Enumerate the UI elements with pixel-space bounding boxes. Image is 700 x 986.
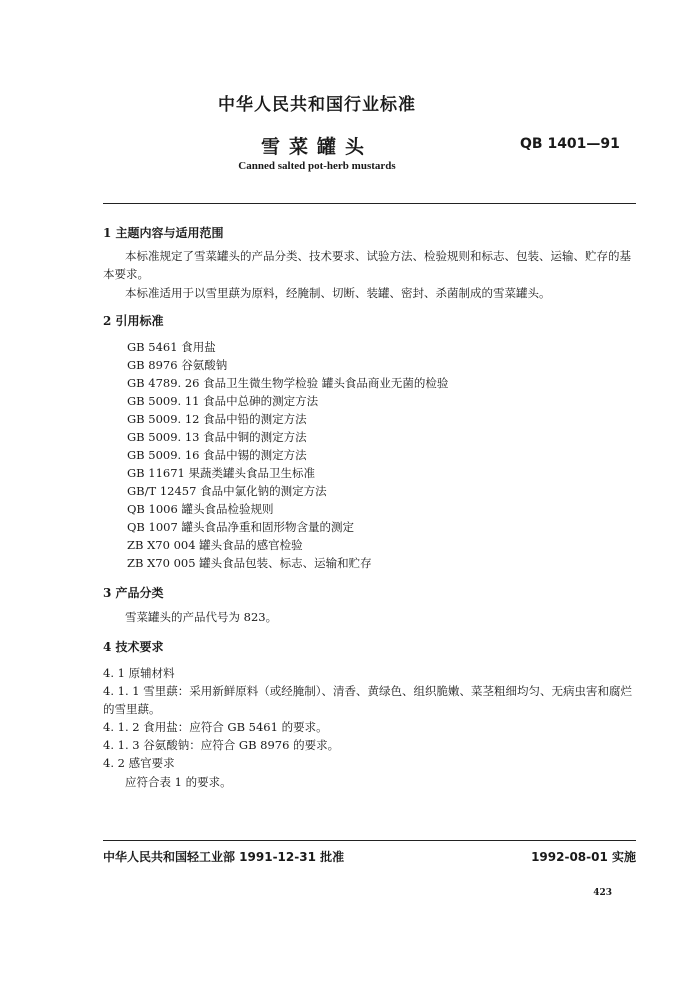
reference-item: GB 11671 果蔬类罐头食品卫生标准 <box>127 466 316 480</box>
reference-item: GB 5009. 11 食品中总砷的测定方法 <box>127 394 319 408</box>
reference-item: GB 8976 谷氨酸钠 <box>127 358 228 372</box>
clause-4-2: 4. 2 感官要求 <box>103 756 175 770</box>
reference-item: GB 5009. 12 食品中铅的测定方法 <box>127 412 307 426</box>
header-rule <box>103 203 636 204</box>
section-2-heading: 2 引用标准 <box>103 314 164 328</box>
reference-item: GB/T 12457 食品中氯化钠的测定方法 <box>127 484 327 498</box>
reference-item: GB 5009. 13 食品中铜的测定方法 <box>127 430 307 444</box>
clause-4-1: 4. 1 原辅材料 <box>103 666 175 680</box>
footer-rule <box>103 840 636 841</box>
section-1-heading: 1 主题内容与适用范围 <box>103 226 224 240</box>
reference-item: ZB X70 004 罐头食品的感官检验 <box>127 538 303 552</box>
standard-number: QB 1401—91 <box>520 136 620 152</box>
clause-4-2-text: 应符合表 1 的要求。 <box>125 775 232 789</box>
reference-item: GB 5461 食用盐 <box>127 340 216 354</box>
section-3-paragraph: 雪菜罐头的产品代号为 823。 <box>125 610 278 624</box>
reference-item: GB 5009. 16 食品中锡的测定方法 <box>127 448 307 462</box>
clause-4-1-3: 4. 1. 3 谷氨酸钠：应符合 GB 8976 的要求。 <box>103 738 340 752</box>
approval-line: 中华人民共和国轻工业部 1991-12-31 批准 <box>103 850 345 864</box>
section-3-heading: 3 产品分类 <box>103 586 164 600</box>
clause-4-1-2: 4. 1. 2 食用盐：应符合 GB 5461 的要求。 <box>103 720 328 734</box>
reference-item: QB 1006 罐头食品检验规则 <box>127 502 274 516</box>
org-title: 中华人民共和国行业标准 <box>218 95 416 115</box>
clause-4-1-1: 4. 1. 1 雪里蕻：采用新鲜原料（或经腌制）、清香、黄绿色、组织脆嫩、菜茎粗细均匀、无病虫害和腐烂的雪里蕻。 <box>103 684 632 716</box>
reference-item: GB 4789. 26 食品卫生微生物学检验 罐头食品商业无菌的检验 <box>127 376 449 390</box>
page-number: 423 <box>593 888 612 898</box>
section-4-heading: 4 技术要求 <box>103 640 164 654</box>
reference-item: QB 1007 罐头食品净重和固形物含量的测定 <box>127 520 354 534</box>
effective-date: 1992-08-01 实施 <box>531 850 636 864</box>
reference-item: ZB X70 005 罐头食品包装、标志、运输和贮存 <box>127 556 372 570</box>
english-title: Canned salted pot-herb mustards <box>238 160 396 172</box>
section-1-paragraph-2: 本标准适用于以雪里蕻为原料，经腌制、切断、装罐、密封、杀菌制成的雪菜罐头。 <box>125 286 551 300</box>
document-title: 雪菜罐头 <box>260 136 373 158</box>
section-1-paragraph-1: 本标准规定了雪菜罐头的产品分类、技术要求、试验方法、检验规则和标志、包装、运输、贮存的基本要求。 <box>103 249 631 281</box>
